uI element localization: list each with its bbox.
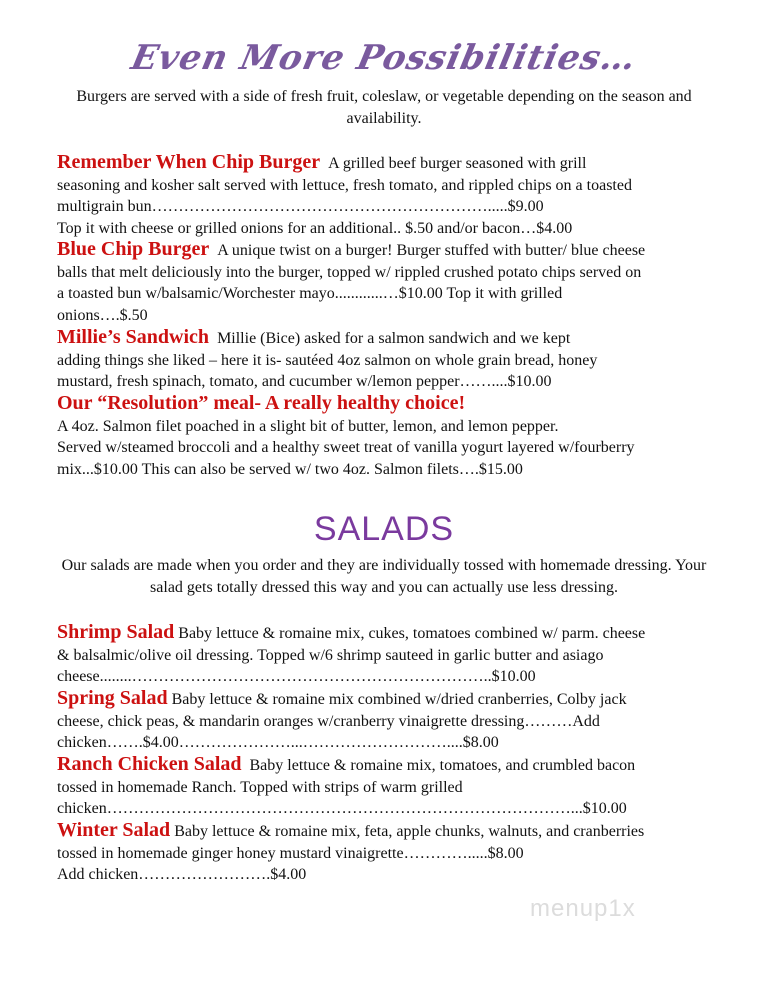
item-price-line: multigrain bun……………………………………………………….....$9.00 bbox=[57, 198, 544, 215]
salads-intro: Our salads are made when you order and they are individually tossed with homemade dressing. Your salad gets totally dressed this way and you can actually use less dressing. bbox=[61, 557, 707, 596]
item-description: cheese, chick peas, & mandarin oranges w/cranberry vinaigrette dressing………Add bbox=[57, 712, 600, 730]
burger-intro: Burgers are served with a side of fresh fruit, coleslaw, or vegetable depending on the season and availability. bbox=[76, 88, 692, 127]
page-title: Even More Possibilities… bbox=[127, 38, 641, 78]
item-description: & balsalmic/olive oil dressing. Topped w/6 shrimp sauteed in garlic butter and asiago bbox=[57, 646, 604, 664]
item-price-line: mix...$10.00 This can also be served w/ two 4oz. Salmon filets….$15.00 bbox=[57, 460, 523, 478]
item-price-line: cheese........…………………………………………………………..$10.00 bbox=[57, 668, 536, 685]
item-name: Blue Chip Burger bbox=[57, 238, 210, 260]
menu-item-chip-burger bbox=[57, 152, 717, 239]
menu-item-millies-sandwich bbox=[57, 327, 717, 393]
menu-item-blue-chip-burger bbox=[57, 239, 717, 326]
menu-item-shrimp-salad bbox=[57, 622, 717, 688]
item-description: tossed in homemade Ranch. Topped with strips of warm grilled bbox=[57, 778, 463, 796]
item-name: Millie’s Sandwich bbox=[57, 326, 210, 348]
item-description: tossed in homemade ginger honey mustard vinaigrette………….....$8.00 bbox=[57, 844, 524, 862]
item-name: Shrimp Salad bbox=[57, 621, 175, 643]
item-price-line: a toasted bun w/balsamic/Worchester mayo............…$10.00 Top it with grilled bbox=[57, 285, 563, 302]
menu-item-resolution-meal bbox=[57, 393, 717, 480]
item-description: Baby lettuce & romaine mix, tomatoes, and crumbled bacon bbox=[249, 757, 636, 774]
item-description: adding things she liked – here it is- sautéed 4oz salmon on whole grain bread, honey bbox=[57, 351, 598, 369]
item-description: Baby lettuce & romaine mix, feta, apple chunks, walnuts, and cranberries bbox=[174, 823, 645, 840]
menu-item-spring-salad bbox=[57, 688, 717, 754]
item-description: A 4oz. Salmon filet poached in a slight bit of butter, lemon, and lemon pepper. bbox=[57, 417, 559, 435]
item-price-line: mustard, fresh spinach, tomato, and cucumber w/lemon pepper……....$10.00 bbox=[57, 373, 552, 390]
watermark-logo: menup1x bbox=[530, 895, 636, 922]
item-description: A unique twist on a burger! Burger stuffed with butter/ blue cheese bbox=[217, 242, 646, 259]
item-description: Baby lettuce & romaine mix, cukes, tomatoes combined w/ parm. cheese bbox=[178, 625, 646, 642]
item-price-line: Add chicken…………………….$4.00 bbox=[57, 866, 307, 883]
menu-item-ranch-chicken-salad bbox=[57, 754, 717, 820]
item-price-line: chicken……………………………………………………………………………...$10.00 bbox=[57, 800, 627, 817]
item-addon-line: onions….$.50 bbox=[57, 306, 148, 324]
salads-heading: SALADS bbox=[313, 510, 455, 548]
item-price-line: chicken…….$4.00…………………...………………………....$8.00 bbox=[57, 734, 499, 751]
item-description: Millie (Bice) asked for a salmon sandwich and we kept bbox=[217, 330, 571, 347]
item-name: Spring Salad bbox=[57, 687, 168, 709]
menu-item-winter-salad bbox=[57, 820, 717, 886]
item-description: Baby lettuce & romaine mix combined w/dried cranberries, Colby jack bbox=[171, 691, 627, 708]
item-name: Ranch Chicken Salad bbox=[57, 753, 242, 775]
item-description: seasoning and kosher salt served with lettuce, fresh tomato, and rippled chips on a toasted bbox=[57, 176, 632, 194]
item-addon-line: Top it with cheese or grilled onions for an additional.. $.50 and/or bacon…$4.00 bbox=[57, 219, 573, 237]
item-name: Winter Salad bbox=[57, 819, 171, 841]
item-description: balls that melt deliciously into the burger, topped w/ rippled crushed potato chips served on bbox=[57, 263, 642, 281]
item-description: Served w/steamed broccoli and a healthy sweet treat of vanilla yogurt layered w/fourberry bbox=[57, 439, 635, 456]
item-name: Our “Resolution” meal- A really healthy choice! bbox=[57, 392, 466, 414]
item-name: Remember When Chip Burger bbox=[57, 151, 321, 173]
item-description: A grilled beef burger seasoned with grill bbox=[328, 155, 587, 172]
